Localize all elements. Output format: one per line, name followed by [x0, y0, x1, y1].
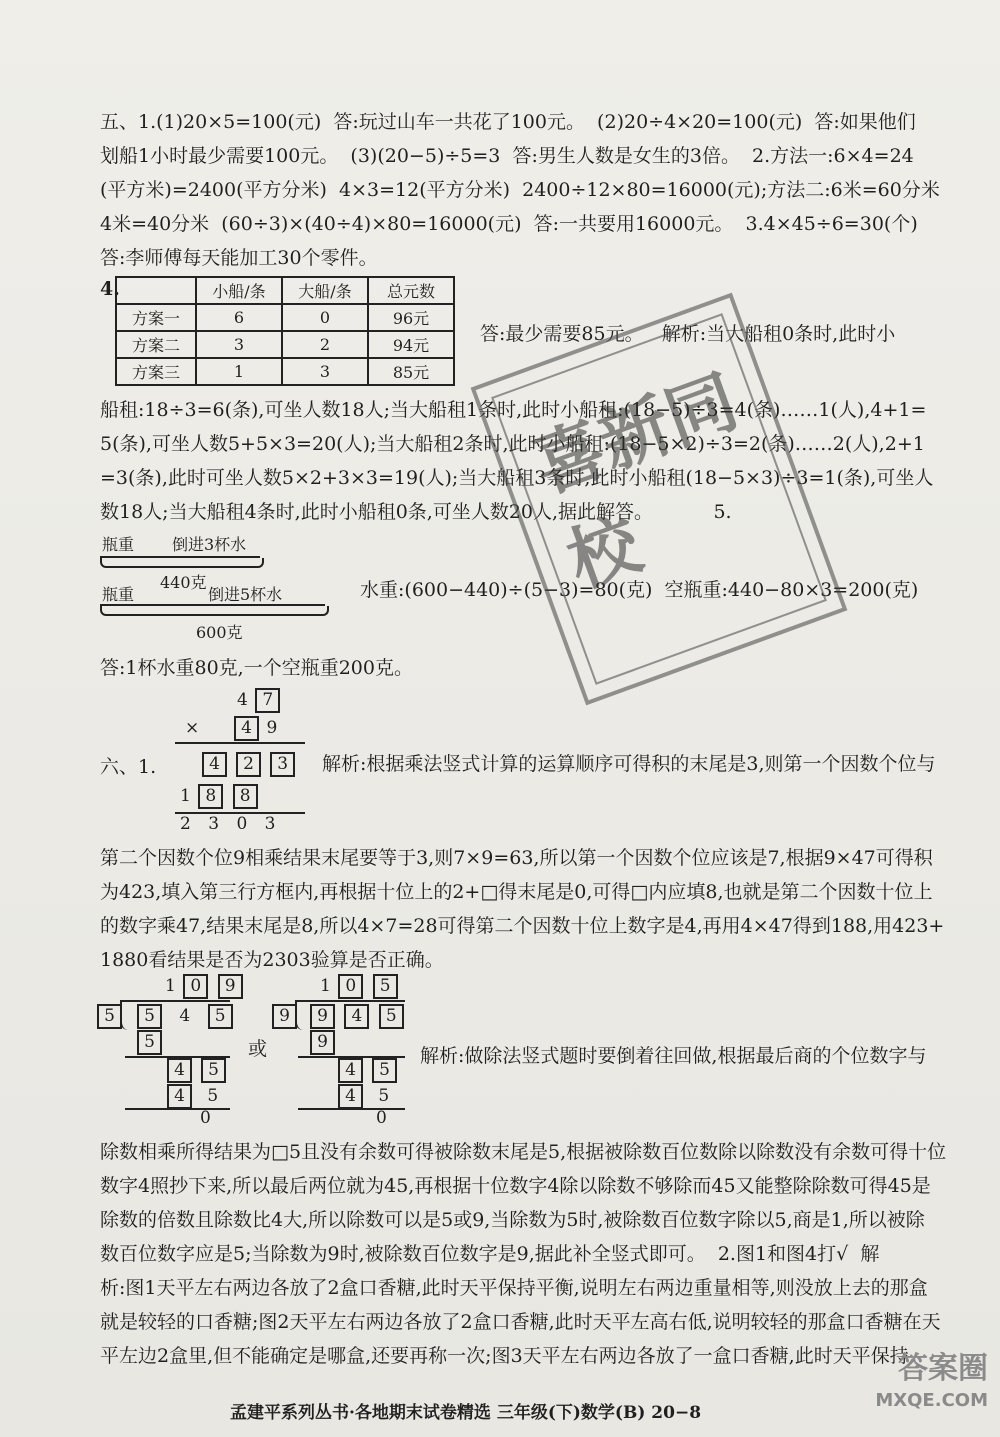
- div2-step-box: 5: [372, 1058, 397, 1083]
- mult-row-2: [180, 784, 260, 809]
- div1-step-box: 4: [167, 1058, 192, 1083]
- bottle-label-2: 瓶重: [102, 585, 135, 604]
- div2-q-box: 0: [338, 974, 363, 999]
- div2-remainder: 0: [376, 1108, 387, 1128]
- table-cell: 1: [196, 358, 282, 385]
- mult-row-1: [200, 752, 297, 777]
- div1-dividend-digit: 4: [179, 1006, 191, 1026]
- mult-top-digit: 4: [237, 690, 248, 710]
- div1-bracket: [120, 1000, 128, 1030]
- brace-2: [100, 606, 329, 616]
- mult-r2-box: 8: [233, 784, 258, 809]
- answer-line-8: 5(条),可坐人数5+5×3=20(人);当大船租2条时,此时小船租:(18−5×2)÷3=2(条)……2(人),2+1: [100, 433, 925, 455]
- answer-line-22: 数百位数字应是5;当除数为9时,被除数百位数字是9,据此补全竖式即可。 2.图1和图4打√ 解: [100, 1243, 880, 1265]
- div1-dividend-box: 5: [137, 1004, 162, 1029]
- answer-line-6: 答:最少需要85元。 解析:当大船租0条时,此时小: [480, 323, 896, 345]
- table-cell: [116, 277, 196, 304]
- table-cell: 方案三: [116, 358, 196, 385]
- div2-dividend-box: 5: [379, 1004, 404, 1029]
- div2-q-digit: 1: [320, 976, 331, 996]
- div1-q-box: 0: [183, 974, 208, 999]
- div1-q-digit: 1: [165, 976, 176, 996]
- div1-line-2: [125, 1108, 230, 1110]
- times-sign: ×: [185, 718, 200, 738]
- table-cell: 总元数: [368, 277, 454, 304]
- page-footer: 孟建平系列丛书·各地期末试卷精选 三年级(下)数学(B) 20−8: [230, 1403, 702, 1423]
- answer-line-17: 1880看结果是否为2303验算是否正确。: [100, 949, 444, 971]
- table-cell: 6: [196, 304, 282, 331]
- brace-1: [100, 558, 264, 568]
- div1-step-box: 4: [167, 1084, 192, 1109]
- answer-line-18: 解析:做除法竖式题时要倒着往回做,根据最后商的个位数字与: [420, 1045, 927, 1067]
- mult-result: 2 3 0 3: [180, 814, 282, 834]
- div2-divisor-box: 9: [272, 1004, 297, 1029]
- table-cell: 小船/条: [196, 277, 282, 304]
- div2-step-box: 9: [310, 1030, 335, 1055]
- div1-quotient: [165, 974, 245, 999]
- answer-line-4: 4米=40分米 (60÷3)×(40÷4)×80=16000(元) 答:一共要用16000元。 3.4×45÷6=30(个): [100, 213, 918, 235]
- div1-remainder: 0: [200, 1108, 211, 1128]
- answer-line-5: 答:李师傅每天能加工30个零件。: [100, 247, 378, 269]
- mult-r2-box: 8: [198, 784, 223, 809]
- table-row: [116, 331, 454, 358]
- answer-line-25: 平左边2盒里,但不能确定是哪盒,还要再称一次;图3天平左右两边各放了一盒口香糖,此时天平保持: [100, 1345, 909, 1367]
- table-cell: 3: [196, 331, 282, 358]
- div1-dividend-box: 5: [208, 1004, 233, 1029]
- table-cell: 方案一: [116, 304, 196, 331]
- div1-q-box: 9: [218, 974, 243, 999]
- mult-r1-box: 2: [236, 752, 261, 777]
- div1-step2: [165, 1058, 228, 1083]
- table-cell: 0: [282, 304, 368, 331]
- mult-top-box: 7: [255, 688, 280, 713]
- div2-q-box: 5: [373, 974, 398, 999]
- school-seal-stamp: [471, 293, 848, 706]
- div2-step1: [308, 1030, 337, 1055]
- div2-step-digit: 5: [378, 1086, 390, 1106]
- table-row: [116, 304, 454, 331]
- answer-line-24: 就是较轻的口香糖;图2天平左右两边各放了2盒口香糖,此时天平左高右低,说明较轻的那盒口香糖在天: [100, 1311, 941, 1333]
- div2-line-2: [298, 1108, 405, 1110]
- answer-line-2: 划船1小时最少需要100元。 (3)(20−5)÷5=3 答:男生人数是女生的3倍。 2.方法一:6×4=24: [100, 145, 914, 167]
- div2-step3: [336, 1084, 389, 1109]
- div1-step3: [165, 1084, 218, 1109]
- div2-bracket: [295, 1000, 303, 1030]
- div2-step-box: 4: [338, 1084, 363, 1109]
- answer-line-16: 的数字乘47,结果末尾是8,所以4×7=28可得第二个因数十位上数字是4,再用4×47得到188,用423+: [100, 915, 945, 937]
- answer-line-21: 除数的倍数且除数比4大,所以除数可以是5或9,当除数为5时,被除数百位数字除以5,商是1,所以被除: [100, 1209, 925, 1231]
- watermark-main: 答案圈: [898, 1351, 988, 1386]
- answer-line-7: 船租:18÷3=6(条),可坐人数18人;当大船租1条时,此时小船租:(18−5)÷3=4(条)……1(人),4+1=: [100, 399, 927, 421]
- weight-600: 600克: [196, 623, 243, 642]
- mult-r1-box: 4: [202, 752, 227, 777]
- answer-line-12: 答:1杯水重80克,一个空瓶重200克。: [100, 657, 413, 679]
- div2-dividend-box: 4: [344, 1004, 369, 1029]
- watermark-logo: [828, 1353, 988, 1423]
- mult-r2-digit: 1: [180, 786, 191, 806]
- div1-step-box: 5: [137, 1030, 162, 1055]
- bottle-label-1: 瓶重: [102, 535, 135, 554]
- table-cell: 85元: [368, 358, 454, 385]
- table-cell: 96元: [368, 304, 454, 331]
- div2-bracket-top: [295, 1000, 405, 1002]
- answer-line-20: 数字4照抄下来,所以最后两位就为45,再根据十位数字4除以除数不够除而45又能整除除数可得45是: [100, 1175, 931, 1197]
- boat-plan-table: [115, 276, 455, 386]
- mult-second-digit: 9: [266, 718, 278, 738]
- div2-dividend: [308, 1004, 406, 1029]
- div2-step2: [336, 1058, 399, 1083]
- pour5-label: 倒进5杯水: [208, 585, 283, 604]
- table-cell: 方案二: [116, 331, 196, 358]
- q4-label: 4.: [100, 278, 120, 300]
- mult-line-1: [175, 742, 305, 744]
- stamp-text: 喜新同校: [522, 358, 749, 604]
- table-cell: 3: [282, 358, 368, 385]
- table-cell: 大船/条: [282, 277, 368, 304]
- table-cell: 94元: [368, 331, 454, 358]
- mult-second: [185, 716, 277, 741]
- answer-line-1: 五、1.(1)20×5=100(元) 答:玩过山车一共花了100元。 (2)20÷4×20=100(元) 答:如果他们: [100, 111, 916, 133]
- div2-quotient: [320, 974, 400, 999]
- mult-top: [237, 688, 282, 713]
- watermark-sub: MXQE.COM: [875, 1390, 988, 1411]
- div1-step-digit: 5: [207, 1086, 219, 1106]
- answer-line-10: 数18人;当大船租4条时,此时小船租0条,可坐人数20人,据此解答。 5.: [100, 501, 732, 523]
- answer-line-11: 水重:(600−440)÷(5−3)=80(克) 空瓶重:440−80×3=200(克): [360, 579, 919, 601]
- mult-r1-box: 3: [270, 752, 295, 777]
- answer-line-15: 为423,填入第三行方框内,再根据十位上的2+□得末尾是0,可得□内应填8,也就是第二个因数十位上: [100, 881, 933, 903]
- table-header-row: [116, 277, 454, 304]
- mult-second-box: 4: [234, 716, 259, 741]
- div1-bracket-top: [120, 1000, 230, 1002]
- div1-step1: [135, 1030, 164, 1055]
- answer-line-14: 第二个因数个位9相乘结果末尾要等于3,则7×9=63,所以第一个因数个位应该是7,根据9×47可得积: [100, 847, 933, 869]
- weight-440: 440克: [160, 573, 207, 592]
- div1-divisor-box: 5: [97, 1004, 122, 1029]
- q6-label: 六、1.: [100, 756, 157, 778]
- answer-line-9: =3(条),此时可坐人数5×2+3×3=19(人);当大船租3条时,此时小船租(18−5×3)÷3=1(条),可坐人: [100, 467, 934, 489]
- pour3-label: 倒进3杯水: [172, 535, 247, 554]
- or-text: 或: [248, 1038, 268, 1060]
- answer-line-19: 除数相乘所得结果为□5且没有余数可得被除数末尾是5,根据被除数百位数除以除数没有余数可得十位: [100, 1141, 947, 1163]
- answer-line-23: 析:图1天平左右两边各放了2盒口香糖,此时天平保持平衡,说明左右两边重量相等,则没放上去的那盒: [100, 1277, 928, 1299]
- table-row: [116, 358, 454, 385]
- table-cell: 2: [282, 331, 368, 358]
- answer-line-13: 解析:根据乘法竖式计算的运算顺序可得积的末尾是3,则第一个因数个位与: [322, 753, 936, 775]
- div2-step-box: 4: [338, 1058, 363, 1083]
- div1-dividend: [135, 1004, 235, 1029]
- div1-step-box: 5: [201, 1058, 226, 1083]
- div2-dividend-box: 9: [310, 1004, 335, 1029]
- answer-line-3: (平方米)=2400(平方分米) 4×3=12(平方分米) 2400÷12×80=16000(元);方法二:6米=60分米: [100, 179, 940, 201]
